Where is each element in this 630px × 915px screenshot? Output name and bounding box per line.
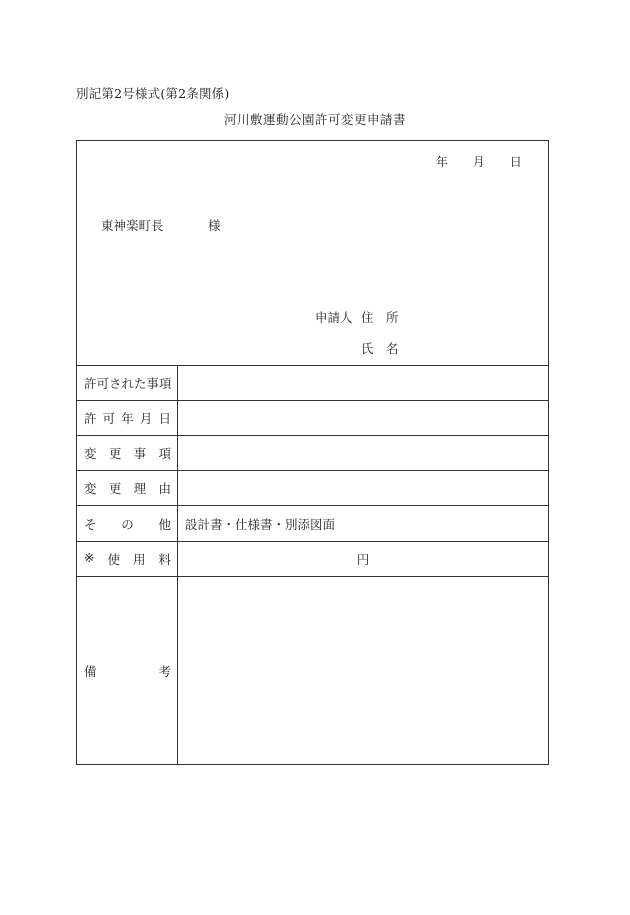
applicant-label: 申請人 [315,310,353,325]
form-number: 別記第2号様式(第2条関係) [76,86,230,101]
permit-date-field[interactable] [178,401,548,435]
label-char: 更 [108,481,122,496]
label-char: そ [84,516,97,532]
yen-unit: 円 [356,552,370,567]
page-title: 河川敷運動公園許可変更申請書 [223,112,406,127]
date-line: 年 月 日 [435,155,522,169]
label-char: 変 [84,446,97,461]
change-reason-field[interactable] [178,471,548,505]
attachments-text: 設計書・仕様書・別添図面 [185,516,336,532]
label-char: 可 [102,411,116,426]
label-char: 許 [84,411,97,426]
label-char: 他 [158,516,171,532]
row-label-usage-fee [77,542,178,576]
recipient: 東神楽町長 [101,218,164,233]
row-label-text [84,550,171,568]
row-label-text [84,409,171,427]
other-field[interactable] [178,506,548,541]
usage-fee-row [77,541,548,576]
row-label-other [77,506,178,541]
label-char: 日 [158,411,171,426]
name-label: 氏 名 [361,341,399,356]
label-char: 項 [158,446,171,461]
row-label-permit-date [77,401,178,435]
label-char: 由 [158,481,171,496]
usage-fee-field[interactable] [178,542,548,576]
permitted-matters-row [77,365,548,400]
row-label-change-matters [77,436,178,470]
label-char: 用 [132,552,146,567]
row-label-permitted-matters [77,366,178,400]
label-char: 更 [108,446,122,461]
other-row [77,505,548,541]
row-label-remarks [77,577,178,764]
change-matters-row [77,435,548,470]
row-label-text [84,444,171,462]
remarks-field[interactable] [178,577,548,764]
label-char: 年 [121,411,134,426]
remarks-row [77,576,548,764]
label-char: の [121,516,134,532]
row-label-text [84,515,171,533]
row-label-text [84,479,171,497]
change-reason-row [77,470,548,505]
label-char: 料 [158,552,171,567]
recipient-honorific: 様 [208,218,221,233]
application-form [76,140,549,765]
row-label-text: 許可された事項 [84,376,172,391]
row-label-text [84,662,171,680]
permit-date-row [77,400,548,435]
permitted-matters-field[interactable] [178,366,548,400]
label-char: 備 [84,663,97,679]
label-char: 使 [107,552,120,567]
row-label-change-reason [77,471,178,505]
label-char: ※ [84,550,95,565]
label-char: 考 [158,663,171,679]
label-char: 事 [133,446,147,461]
change-matters-field[interactable] [178,436,548,470]
address-label: 住 所 [361,310,399,325]
label-char: 月 [139,411,153,426]
form-header [77,141,548,365]
label-char: 理 [133,481,147,496]
label-char: 変 [84,481,97,496]
